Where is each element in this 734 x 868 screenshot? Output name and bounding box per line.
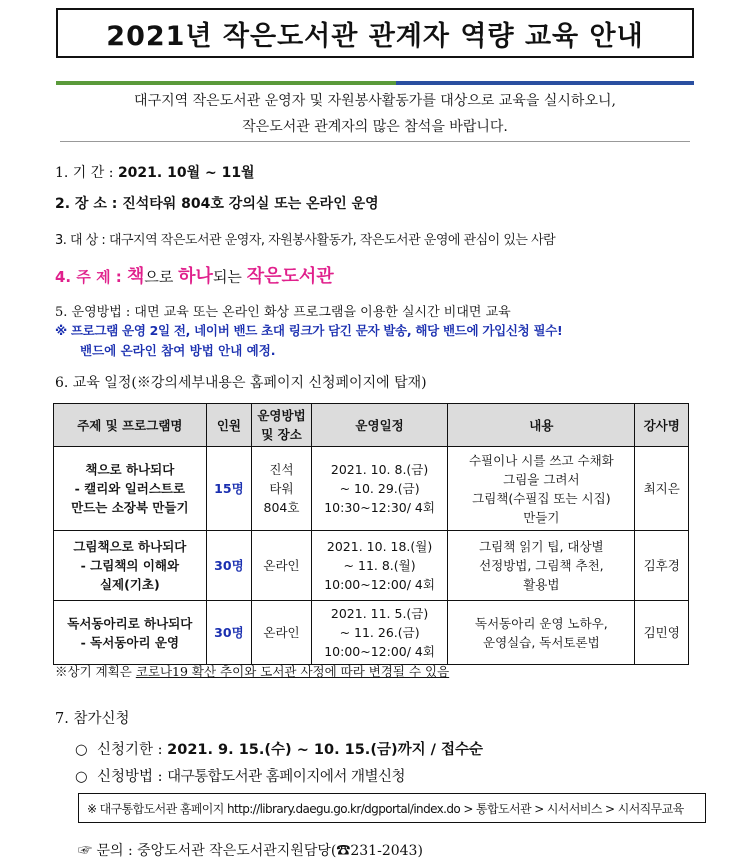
period-label: 1. 기 간 : xyxy=(55,165,118,181)
cell-place: 온라인 xyxy=(252,531,312,601)
cell-program: 책으로 하나되다 - 캘리와 일러스트로 만드는 소장북 만들기 xyxy=(54,447,207,531)
cell-content: 독서동아리 운영 노하우, 운영실습, 독서토론법 xyxy=(448,601,635,665)
theme-part-2: 으로 xyxy=(144,268,179,286)
apply-method xyxy=(75,765,405,786)
period-value: 2021. 10월 ~ 11월 xyxy=(117,165,255,181)
intro-text xyxy=(60,88,690,140)
title-box xyxy=(56,8,694,58)
url-info-box xyxy=(78,793,706,823)
item-method xyxy=(55,301,511,320)
apply-deadline xyxy=(75,738,483,759)
table-header-row xyxy=(54,404,689,447)
item-target xyxy=(55,229,555,248)
cell-place: 온라인 xyxy=(252,601,312,665)
table-row xyxy=(54,531,689,601)
theme-label: 4. 주 제 : xyxy=(55,268,128,286)
cell-teacher: 김민영 xyxy=(635,601,689,665)
intro-line-2: 작은도서관 관계자의 많은 참석을 바랍니다. xyxy=(242,119,508,135)
item-place xyxy=(55,193,379,213)
bullet-circle-icon: ○ xyxy=(75,742,88,758)
header-schedule: 운영일정 xyxy=(311,404,448,447)
cell-schedule: 2021. 11. 5.(금) ~ 11. 26.(금) 10:00~12:00/ 4회 xyxy=(311,601,448,665)
cell-schedule: 2021. 10. 8.(금) ~ 10. 29.(금) 10:30~12:30/ 4회 xyxy=(311,447,448,531)
cell-count: 30명 xyxy=(206,531,252,601)
cell-program: 독서동아리로 하나되다 - 독서동아리 운영 xyxy=(54,601,207,665)
item-period xyxy=(55,162,255,182)
place-value: 진석타워 804호 강의실 또는 온라인 운영 xyxy=(122,196,379,212)
title-underline-green xyxy=(56,81,396,85)
theme-part-1: 책 xyxy=(127,266,145,287)
schedule-title: 6. 교육 일정(※강의세부내용은 홈페이지 신청페이지에 탑재) xyxy=(55,375,427,391)
cell-teacher: 최지은 xyxy=(635,447,689,531)
deadline-value: 2021. 9. 15.(수) ~ 10. 15.(금)까지 / 접수순 xyxy=(167,742,484,758)
cell-teacher: 김후경 xyxy=(635,531,689,601)
table-note-prefix: ※상기 계획은 xyxy=(55,664,136,679)
header-teacher: 강사명 xyxy=(635,404,689,447)
method-apply-label: 신청방법 : xyxy=(97,769,168,785)
url-info-text: ※ 대구통합도서관 홈페이지 http://library.daegu.go.kr/dgportal/index.do > 통합도서관 > 시서서비스 > 시서직무교육 xyxy=(87,801,684,816)
header-program: 주제 및 프로그램명 xyxy=(54,404,207,447)
cell-count: 15명 xyxy=(206,447,252,531)
page-title: 2021년 작은도서관 관계자 역량 교육 안내 xyxy=(106,20,644,52)
schedule-table xyxy=(53,403,689,665)
target-label: 3. 대 상 : xyxy=(55,233,109,248)
table-row xyxy=(54,601,689,665)
cell-count: 30명 xyxy=(206,601,252,665)
title-underline-blue xyxy=(396,81,694,85)
header-place: 운영방법 및 장소 xyxy=(252,404,312,447)
header-count: 인원 xyxy=(206,404,252,447)
theme-part-5: 작은도서관 xyxy=(246,266,334,287)
method-apply-value: 대구통합도서관 홈페이지에서 개별신청 xyxy=(167,769,405,785)
cell-program: 그림책으로 하나되다 - 그림책의 이해와 실제(기초) xyxy=(54,531,207,601)
deadline-label: 신청기한 : xyxy=(97,742,168,758)
cell-content: 수필이나 시를 쓰고 수채화 그림을 그려서 그림책(수필집 또는 시집) 만들기 xyxy=(448,447,635,531)
target-value: 대구지역 작은도서관 운영자, 자원봉사활동가, 작은도서관 운영에 관심이 있는 사람 xyxy=(108,233,556,248)
cell-schedule: 2021. 10. 18.(월) ~ 11. 8.(월) 10:00~12:00/ 4회 xyxy=(311,531,448,601)
theme-part-4: 되는 xyxy=(212,268,247,286)
cell-place: 진석 타워 804호 xyxy=(252,447,312,531)
item-theme xyxy=(55,262,334,288)
intro-line-1: 대구지역 작은도서관 운영자 및 자원봉사활동가를 대상으로 교육을 실시하오니, xyxy=(134,93,616,109)
table-row xyxy=(54,447,689,531)
method-value: 대면 교육 또는 온라인 화상 프로그램을 이용한 실시간 비대면 교육 xyxy=(134,305,511,320)
header-content: 내용 xyxy=(448,404,635,447)
place-label: 2. 장 소 : xyxy=(55,196,123,212)
apply-title: 7. 참가신청 xyxy=(55,711,130,727)
note-band-1: ※ 프로그램 운영 2일 전, 네이버 밴드 초대 링크가 담긴 문자 발송, 해당 밴드에 가입신청 필수! xyxy=(55,323,563,338)
method-label: 5. 운영방법 : xyxy=(55,305,135,320)
table-note-underlined: 코로나19 확산 추이와 도서관 사정에 따라 변경될 수 있음 xyxy=(135,664,450,679)
theme-part-3: 하나 xyxy=(178,266,213,287)
intro-divider xyxy=(60,141,690,142)
bullet-circle-icon: ○ xyxy=(75,769,88,785)
note-band-2: 밴드에 온라인 참여 방법 안내 예정. xyxy=(80,343,276,358)
table-note xyxy=(55,662,449,680)
contact-line: ☞ 문의 : 중앙도서관 작은도서관지원담당(☎231-2043) xyxy=(78,843,423,859)
cell-content: 그림책 읽기 팁, 대상별 선정방법, 그림책 추천, 활용법 xyxy=(448,531,635,601)
